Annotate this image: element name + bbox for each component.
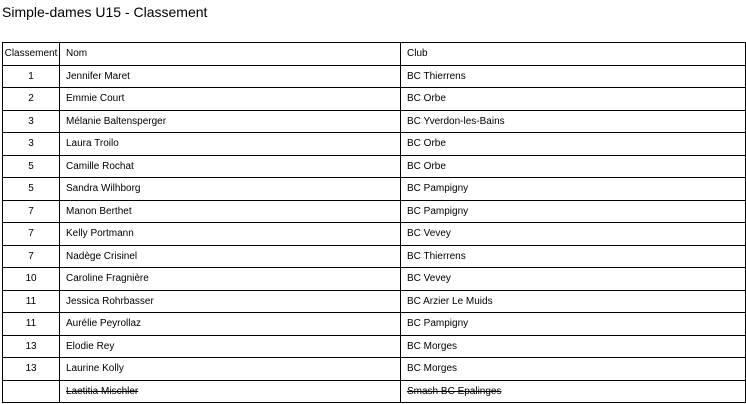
- club-cell: BC Morges: [401, 335, 746, 358]
- club-cell: BC Vevey: [401, 223, 746, 246]
- ranking-table-body: [3, 65, 746, 403]
- player-name-cell: Emmie Court: [60, 88, 401, 111]
- column-header-rank: Classement: [3, 43, 60, 66]
- table-row: [3, 245, 746, 268]
- player-name-cell: Jessica Rohrbasser: [60, 290, 401, 313]
- player-name-cell: Kelly Portmann: [60, 223, 401, 246]
- club-cell: BC Orbe: [401, 133, 746, 156]
- club-cell: BC Pampigny: [401, 200, 746, 223]
- player-name-cell: Laura Troilo: [60, 133, 401, 156]
- ranking-table: [2, 42, 746, 403]
- rank-cell: 13: [3, 358, 60, 381]
- table-row: [3, 133, 746, 156]
- rank-cell: 7: [3, 245, 60, 268]
- club-cell: BC Morges: [401, 358, 746, 381]
- club-cell: Smash BC Epalinges: [401, 380, 746, 403]
- player-name-cell: Nadège Crisinel: [60, 245, 401, 268]
- table-row: [3, 268, 746, 291]
- rank-cell: 11: [3, 313, 60, 336]
- table-row: [3, 223, 746, 246]
- column-header-club: Club: [401, 43, 746, 66]
- rank-cell: 5: [3, 178, 60, 201]
- club-cell: BC Thierrens: [401, 245, 746, 268]
- club-cell: BC Orbe: [401, 155, 746, 178]
- player-name-cell: Aurélie Peyrollaz: [60, 313, 401, 336]
- rank-cell: [3, 380, 60, 403]
- rank-cell: 13: [3, 335, 60, 358]
- player-name-cell: Jennifer Maret: [60, 65, 401, 88]
- club-cell: BC Arzier Le Muids: [401, 290, 746, 313]
- rank-cell: 7: [3, 223, 60, 246]
- player-name-cell: Caroline Fragnière: [60, 268, 401, 291]
- rank-cell: 7: [3, 200, 60, 223]
- page-title: Simple-dames U15 - Classement: [2, 4, 208, 20]
- table-row: [3, 88, 746, 111]
- rank-cell: 2: [3, 88, 60, 111]
- column-header-name: Nom: [60, 43, 401, 66]
- player-name-cell: Camille Rochat: [60, 155, 401, 178]
- table-row: [3, 335, 746, 358]
- rank-cell: 10: [3, 268, 60, 291]
- player-name-cell: Laetitia Mischler: [60, 380, 401, 403]
- player-name-cell: Manon Berthet: [60, 200, 401, 223]
- player-name-cell: Mélanie Baltensperger: [60, 110, 401, 133]
- club-cell: BC Pampigny: [401, 313, 746, 336]
- rank-cell: 3: [3, 110, 60, 133]
- table-row: [3, 313, 746, 336]
- club-cell: BC Thierrens: [401, 65, 746, 88]
- table-row: [3, 358, 746, 381]
- table-row: [3, 110, 746, 133]
- table-row: [3, 200, 746, 223]
- table-row: [3, 155, 746, 178]
- table-row: [3, 290, 746, 313]
- rank-cell: 3: [3, 133, 60, 156]
- table-row: [3, 380, 746, 403]
- rank-cell: 1: [3, 65, 60, 88]
- table-row: [3, 178, 746, 201]
- rank-cell: 11: [3, 290, 60, 313]
- rank-cell: 5: [3, 155, 60, 178]
- table-row: [3, 65, 746, 88]
- player-name-cell: Laurine Kolly: [60, 358, 401, 381]
- club-cell: BC Pampigny: [401, 178, 746, 201]
- table-header-row: [3, 43, 746, 66]
- club-cell: BC Yverdon-les-Bains: [401, 110, 746, 133]
- player-name-cell: Sandra Wilhborg: [60, 178, 401, 201]
- club-cell: BC Orbe: [401, 88, 746, 111]
- player-name-cell: Elodie Rey: [60, 335, 401, 358]
- club-cell: BC Vevey: [401, 268, 746, 291]
